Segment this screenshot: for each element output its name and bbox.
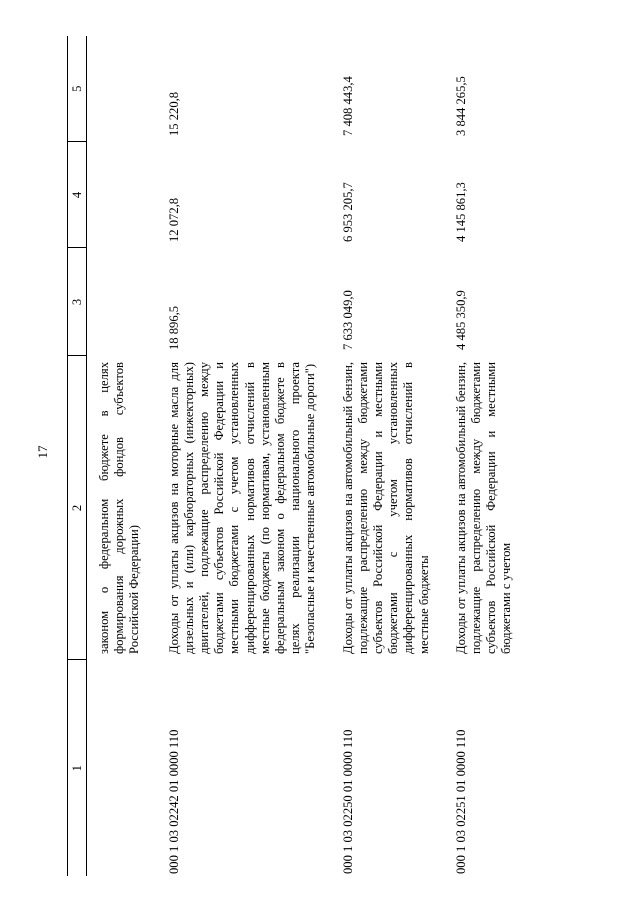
row-value-col3 bbox=[87, 248, 151, 356]
row-value-col5: 7 408 443,4 bbox=[340, 76, 355, 136]
column-header-2: 2 bbox=[68, 356, 87, 660]
table-row bbox=[438, 36, 521, 876]
column-header-5: 5 bbox=[68, 36, 87, 142]
column-header-3: 3 bbox=[68, 248, 87, 356]
row-value-col3: 7 633 049,0 bbox=[340, 290, 355, 350]
row-value-col5 bbox=[87, 36, 151, 142]
table-header-row bbox=[68, 36, 87, 876]
table-row bbox=[151, 36, 325, 876]
row-value-col4: 6 953 205,7 bbox=[340, 182, 355, 242]
row-code: 000 1 03 02250 01 0000 110 bbox=[340, 729, 355, 874]
row-value-col4: 12 072,8 bbox=[166, 197, 181, 242]
row-value-col3: 4 485 350,9 bbox=[453, 290, 468, 350]
row-description: Доходы от уплаты акцизов на моторные масла для дизельных и (или) карбюраторных (инжекторных) двигателей, подлежащие распределению между бюджетами субъектов Российской Федерации и местными бюджетами с учетом установленных дифференцированных нормативов отчислений в местные бюджеты (по нормативам, установленным федеральным законом о федеральном бюджете в целях реализации национального проекта "Безопасные и качественные автомобильные дороги") bbox=[166, 362, 318, 654]
row-description: Доходы от уплаты акцизов на автомобильный бензин, подлежащие распределению между бюджетами субъектов Российской Федерации и местными бюджетами с учетом bbox=[453, 362, 514, 654]
row-description: законом о федеральном бюджете в целях формирования дорожных фондов субъектов Российской Федерации) bbox=[97, 362, 142, 654]
row-code: 000 1 03 02251 01 0000 110 bbox=[453, 729, 468, 874]
row-value-col3: 18 896,5 bbox=[166, 305, 181, 350]
rotated-table-page bbox=[67, 36, 627, 876]
row-value-col5: 15 220,8 bbox=[166, 91, 181, 136]
table-row bbox=[87, 36, 151, 876]
row-value-col5: 3 844 265,5 bbox=[453, 76, 468, 136]
row-code: 000 1 03 02242 01 0000 110 bbox=[166, 729, 181, 874]
row-value-col4: 4 145 861,3 bbox=[453, 182, 468, 242]
row-value-col4 bbox=[87, 142, 151, 248]
row-code bbox=[87, 660, 151, 876]
page-number: 17 bbox=[35, 445, 50, 459]
table-row bbox=[325, 36, 438, 876]
budget-revenue-table bbox=[67, 36, 521, 876]
row-description: Доходы от уплаты акцизов на автомобильный бензин, подлежащие распределению между бюджетами субъектов Российской Федерации и местными бюджетами с учетом установленных дифференцированных нормативов отчислений в местные бюджеты bbox=[340, 362, 431, 654]
column-header-1: 1 bbox=[68, 660, 87, 876]
column-header-4: 4 bbox=[68, 142, 87, 248]
